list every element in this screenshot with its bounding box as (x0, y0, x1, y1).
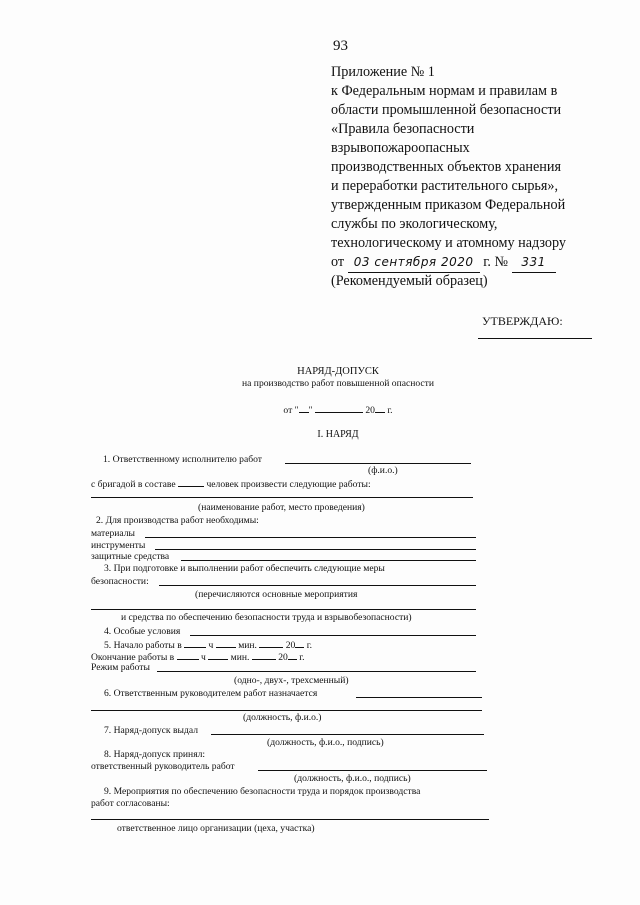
recommended-sample: (Рекомендуемый образец) (331, 273, 488, 289)
year-prefix: 20 (365, 405, 375, 416)
special-conditions-label: 4. Особые условия (104, 626, 181, 637)
caption-org: ответственное лицо организации (цеха, участка) (117, 823, 315, 834)
header-line: Приложение № 1 (331, 64, 435, 80)
form-title: НАРЯД-ДОПУСК (297, 366, 379, 377)
caption-means: и средства по обеспечению безопасности труда и взрывобезопасности) (121, 612, 412, 623)
year-blank (375, 403, 385, 413)
approve-signature-line (478, 338, 592, 339)
work-description-line (91, 497, 473, 498)
month-blank (315, 403, 363, 413)
caption-work: (наименование работ, место проведения) (198, 502, 365, 513)
section-heading: I. НАРЯД (317, 429, 359, 440)
measures-line-2 (91, 609, 476, 610)
brigade-line (91, 477, 371, 490)
tools-line (155, 549, 476, 550)
start-year-blank (295, 638, 304, 648)
min-label: мин. (238, 640, 257, 651)
safety-measures-label: 3. При подготовке и выполнении работ обеспечить следующие меры (104, 563, 385, 574)
approve-label: УТВЕРЖДАЮ: (482, 314, 563, 328)
start-day-blank (259, 638, 283, 648)
handwritten-date: 03 сентября 2020 (348, 253, 480, 273)
responsible-executor-line (285, 463, 471, 464)
header-line: к Федеральным нормам и правилам в (331, 83, 558, 99)
header-line: производственных объектов хранения (331, 159, 561, 175)
end-year-blank (288, 650, 297, 660)
caption-fio: (ф.и.о.) (368, 465, 398, 476)
header-line: утвержденным приказом Федеральной (331, 197, 566, 213)
appendix-header (331, 63, 566, 273)
agreed-label-cont: работ согласованы: (91, 798, 170, 809)
agreed-measures-label: 9. Мероприятия по обеспечению безопасности труда и порядок производства (104, 786, 421, 797)
protective-line (181, 560, 476, 561)
brigade-count-blank (178, 477, 204, 487)
date-close-quote: " (308, 405, 313, 416)
safety-label-cont: безопасности: (91, 576, 149, 587)
end-day-blank (252, 650, 276, 660)
header-line: службы по экологическому, (331, 216, 498, 232)
start-label: 5. Начало работы в (104, 640, 182, 651)
responsible-manager-label: 6. Ответственным руководителем работ назначается (104, 688, 318, 699)
caption-pos-fio: (должность, ф.и.о.) (243, 712, 322, 723)
work-mode-line (157, 671, 476, 672)
handwritten-number: 331 (512, 253, 556, 273)
year-suffix: г. (306, 640, 313, 651)
work-mode-label: Режим работы (91, 662, 150, 673)
special-conditions-line (190, 635, 476, 636)
start-hour-blank (184, 638, 206, 648)
tools-label: инструменты (91, 540, 146, 551)
date-prefix: от (331, 254, 345, 270)
required-label: 2. Для производства работ необходимы: (96, 515, 259, 526)
header-line: и переработки растительного сырья», (331, 178, 559, 194)
header-line: технологическому и атомному надзору (331, 235, 566, 251)
end-hour-blank (177, 650, 199, 660)
issued-by-line (211, 734, 484, 735)
accepted-manager-line (258, 770, 487, 771)
responsible-executor-label: 1. Ответственному исполнителю работ (103, 454, 262, 465)
caption-measures: (перечисляются основные мероприятия (195, 589, 358, 600)
issued-by-label: 7. Наряд-допуск выдал (104, 725, 198, 736)
agreed-line (91, 819, 489, 820)
responsible-manager-line-2 (91, 710, 482, 711)
safety-line (159, 585, 476, 586)
responsible-manager-line (356, 697, 482, 698)
caption-pos-fio-sign: (должность, ф.и.о., подпись) (267, 737, 384, 748)
date-open-quote: от " (283, 405, 299, 416)
year-prefix: 20 (285, 640, 296, 651)
header-line: взрывопожароопасных (331, 140, 470, 156)
start-min-blank (216, 638, 236, 648)
materials-label: материалы (91, 528, 135, 539)
page-number: 93 (333, 38, 348, 54)
order-date-line (331, 253, 566, 273)
end-label: Окончание работы в (91, 652, 175, 663)
header-line: «Правила безопасности (331, 121, 475, 137)
hour-label: ч (208, 640, 214, 651)
header-line: области промышленной безопасности (331, 102, 562, 118)
caption-pos-fio-sign-2: (должность, ф.и.о., подпись) (294, 773, 411, 784)
form-date-line (0, 403, 640, 416)
hour-label: ч (201, 652, 206, 663)
protective-label: защитные средства (91, 551, 170, 562)
form-subtitle: на производство работ повышенной опасности (242, 378, 434, 389)
caption-mode: (одно-, двух-, трехсменный) (234, 675, 349, 686)
end-min-blank (208, 650, 228, 660)
year-prefix: 20 (278, 652, 288, 663)
accepted-manager-label: ответственный руководитель работ (91, 761, 235, 772)
materials-line (145, 537, 476, 538)
year-suffix: г. (387, 405, 393, 416)
number-prefix: г. № (483, 254, 509, 270)
brigade-label: с бригадой в составе (91, 479, 176, 490)
accepted-label: 8. Наряд-допуск принял: (104, 749, 206, 760)
min-label: мин. (230, 652, 250, 663)
brigade-work-label: человек произвести следующие работы: (206, 479, 371, 490)
year-suffix: г. (299, 652, 305, 663)
day-blank (299, 403, 309, 413)
